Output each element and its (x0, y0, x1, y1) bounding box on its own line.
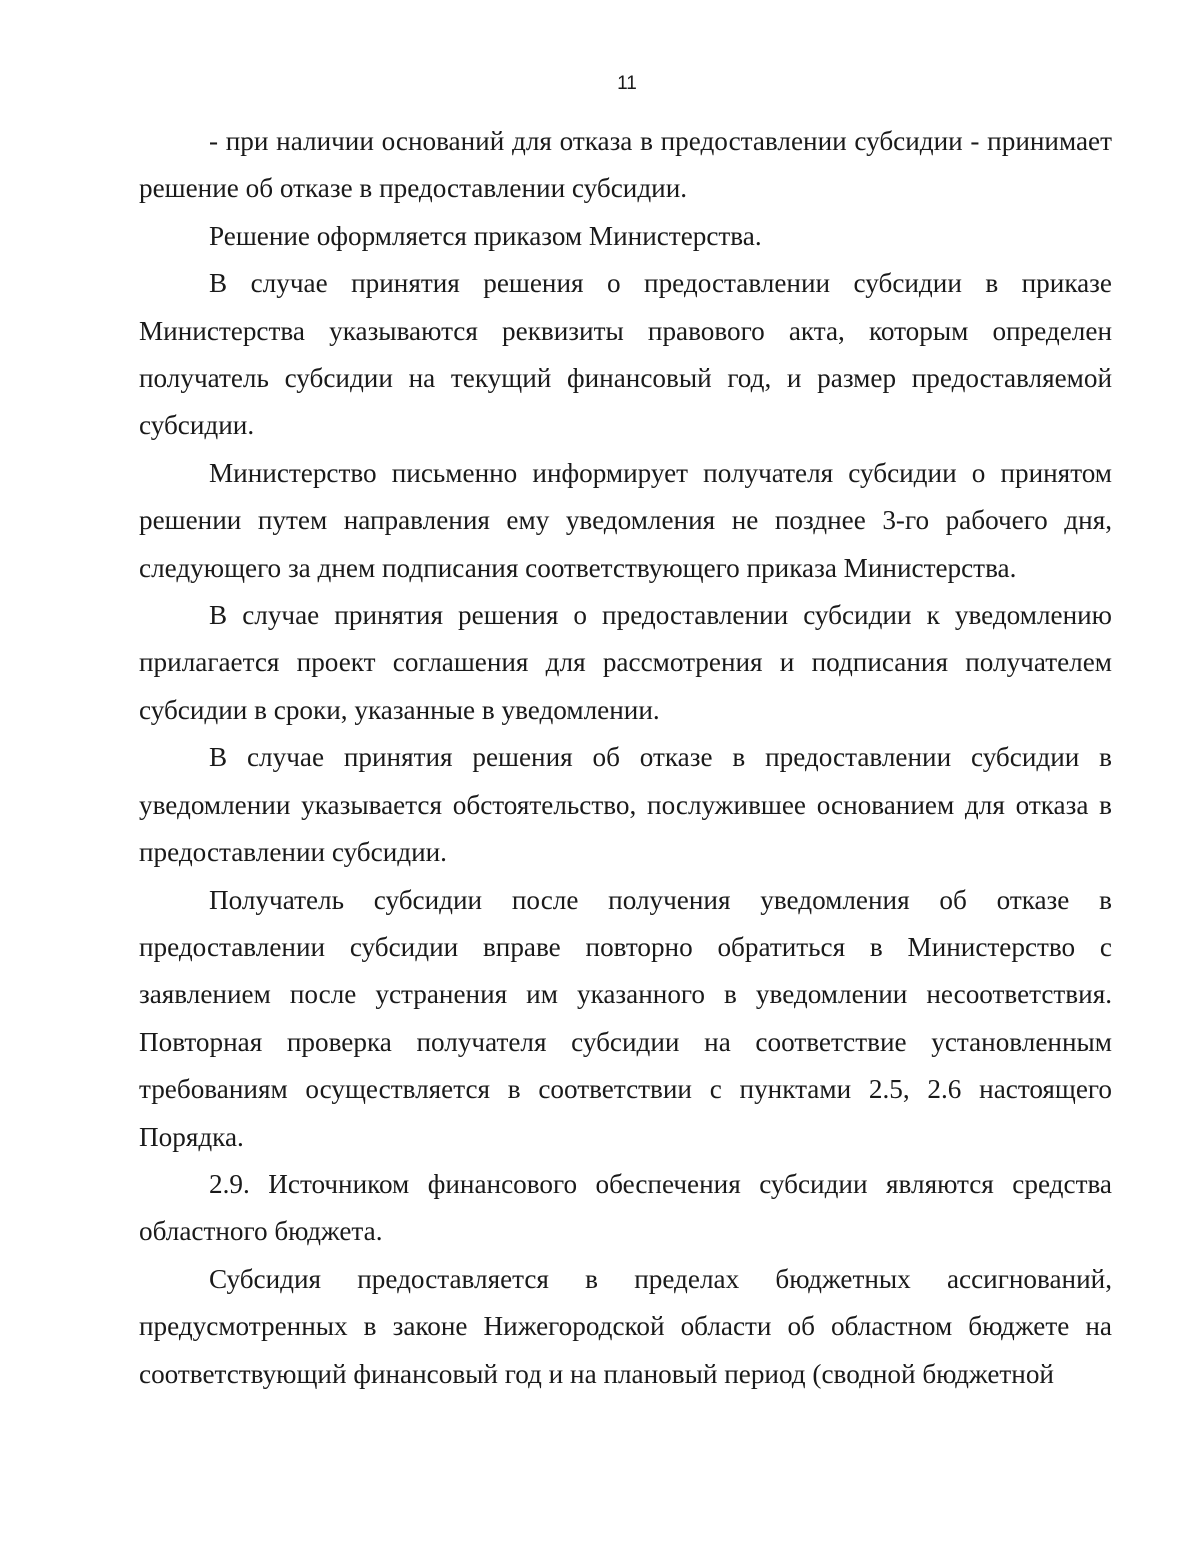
paragraph-notification: Министерство письменно информирует получателя субсидии о принятом решении путем направления ему уведомления не позднее 3-го рабочего дня, следующего за днем подписания соответствующего приказа Министерства. (139, 457, 1112, 583)
paragraph-budget-limits: Субсидия предоставляется в пределах бюджетных ассигнований, предусмотренных в законе Нижегородской области об областном бюджете на соответствующий финансовый год и на плановый период (сводной бюджетной (139, 1263, 1112, 1389)
page-number: 11 (617, 73, 637, 94)
paragraph-agreement-draft: В случае принятия решения о предоставлении субсидии к уведомлению прилагается проект соглашения для рассмотрения и подписания получателем субсидии в сроки, указанные в уведомлении. (139, 600, 1112, 725)
paragraph-order-details: В случае принятия решения о предоставлении субсидии в приказе Министерства указываются реквизиты правового акта, которым определен получатель субсидии на текущий финансовый год, и размер предоставляемой субсидии. (139, 268, 1112, 441)
paragraph-funding-source: 2.9. Источником финансового обеспечения субсидии являются средства областного бюджета. (139, 1168, 1112, 1247)
body-text (139, 118, 1112, 1398)
paragraph-refusal-decision: - при наличии оснований для отказа в предоставлении субсидии - принимает решение об отказе в предоставлении субсидии. (139, 126, 1112, 204)
paragraph-refusal-notice: В случае принятия решения об отказе в предоставлении субсидии в уведомлении указывается обстоятельство, послужившее основанием для отказа в предоставлении субсидии. (139, 742, 1112, 868)
paragraph-decision-order: Решение оформляется приказом Министерства. (209, 220, 762, 251)
paragraph-repeat-application: Получатель субсидии после получения уведомления об отказе в предоставлении субсидии вправе повторно обратиться в Министерство с заявлением после устранения им указанного в уведомлении несоответствия. Повторная проверка получателя субсидии на соответствие установленным требованиям осуществляется в соответствии с пунктами 2.5, 2.6 настоящего Порядка. (139, 884, 1112, 1152)
